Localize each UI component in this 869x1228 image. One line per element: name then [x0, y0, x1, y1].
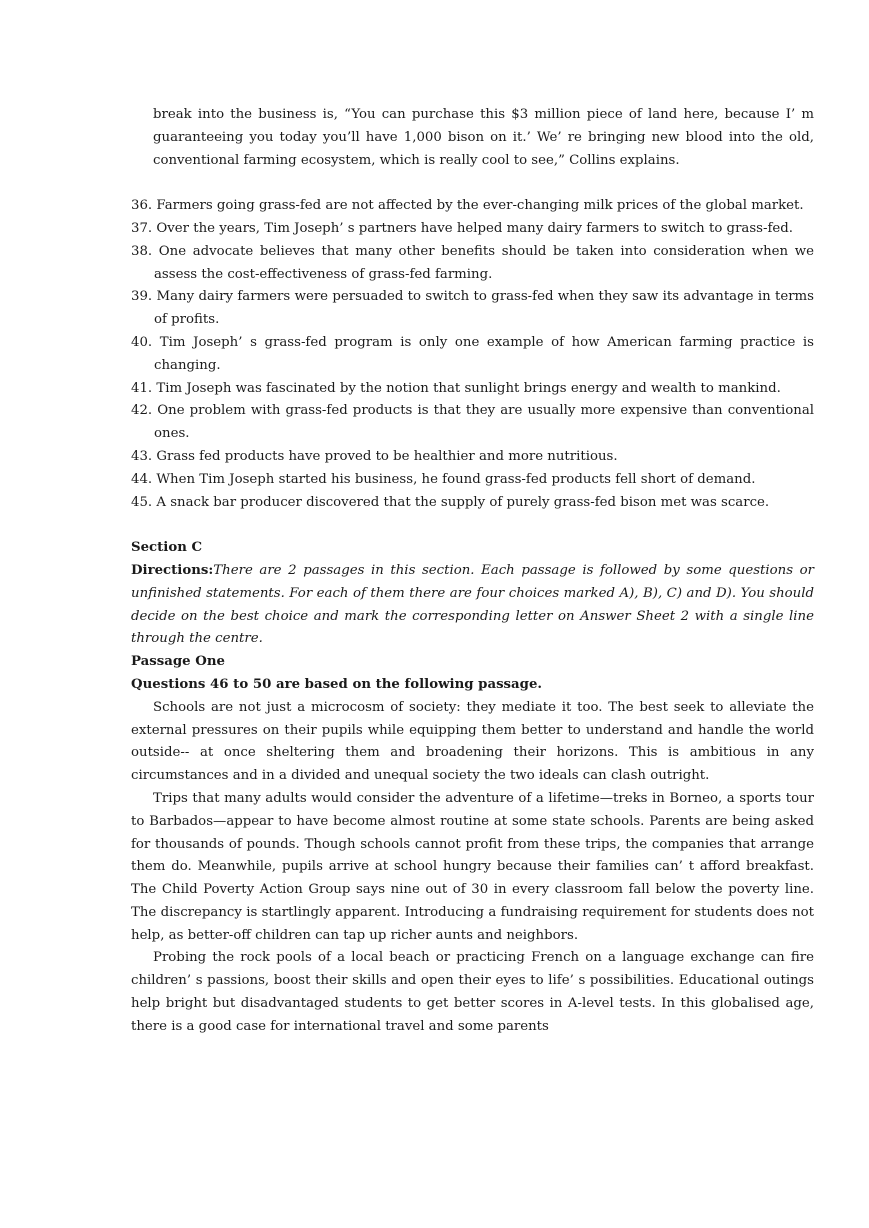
- statement-item: [131, 218, 814, 241]
- statement-number: 38.: [131, 243, 153, 259]
- section-title: Section C: [131, 540, 203, 556]
- statement-number: 43.: [131, 448, 153, 464]
- statement-number: 40.: [131, 334, 153, 350]
- statement-text: When Tim Joseph started his business, he found grass-fed products fell short of demand.: [156, 471, 756, 487]
- statement-item: [131, 492, 814, 515]
- statement-number: 36.: [131, 198, 153, 214]
- document-page: [131, 104, 814, 1039]
- statement-item: [131, 446, 814, 469]
- directions-text: There are 2 passages in this section. Each passage is followed by some questions or unfinished statements. For each of them there are four choices marked A), B), C) and D). You should decide on the best choice and mark the corresponding letter on Answer Sheet 2 with a single line through the centre.: [131, 562, 814, 647]
- passage-title: Passage One: [131, 654, 225, 670]
- statement-text: A snack bar producer discovered that the supply of purely grass-fed bison met was scarce.: [156, 494, 770, 510]
- statement-text: Farmers going grass-fed are not affected by the ever-changing milk prices of the global market.: [156, 198, 804, 214]
- statement-text: Many dairy farmers were persuaded to switch to grass-fed when they saw its advantage in terms of profits.: [154, 289, 814, 328]
- statement-item: [131, 286, 814, 332]
- statement-item: [131, 241, 814, 287]
- passage-paragraph: Schools are not just a microcosm of society: they mediate it too. The best seek to alleviate the external pressures on their pupils while equipping them better to understand and handle the world outside-- at once sheltering them and broadening their horizons. This is ambitious in any circumstances and in a divided and unequal society the two ideals can clash outright.: [131, 699, 814, 784]
- statement-item: [131, 400, 814, 446]
- statement-text: One problem with grass-fed products is that they are usually more expensive than conventional ones.: [154, 403, 814, 442]
- statement-item: [131, 332, 814, 378]
- statement-text: Over the years, Tim Joseph’ s partners have helped many dairy farmers to switch to grass-fed.: [156, 220, 794, 236]
- statement-item: [131, 469, 814, 492]
- statement-item: [131, 378, 814, 401]
- statement-text: Tim Joseph was fascinated by the notion that sunlight brings energy and wealth to mankind.: [156, 380, 781, 396]
- statement-number: 37.: [131, 220, 153, 236]
- statement-list: [131, 195, 814, 514]
- passage-paragraph: Trips that many adults would consider the adventure of a lifetime—treks in Borneo, a sports tour to Barbados—appear to have become almost routine at some state schools. Parents are being asked for thousands of pounds. Though schools cannot profit from these trips, the companies that arrange them do. Meanwhile, pupils arrive at school hungry because their families can’ t afford breakfast. The Child Poverty Action Group says nine out of 30 in every classroom fall below the poverty line. The discrepancy is startlingly apparent. Introducing a fundraising requirement for students does not help, as better-off children can tap up richer aunts and neighbors.: [131, 790, 814, 943]
- directions-label: Directions:: [131, 562, 214, 578]
- statement-text: Tim Joseph’ s grass-fed program is only one example of how American farming practice is changing.: [154, 334, 815, 373]
- spacer: [131, 172, 814, 195]
- statement-number: 45.: [131, 494, 153, 510]
- statement-text: Grass fed products have proved to be healthier and more nutritious.: [156, 448, 618, 464]
- statement-number: 44.: [131, 471, 153, 487]
- intro-paragraph: break into the business is, “You can purchase this $3 million piece of land here, because I’ m guaranteeing you today you’ll have 1,000 bison on it.’ We’ re bringing new blood into the old, conventional farming ecosystem, which is really cool to see,” Collins explains.: [153, 107, 814, 168]
- directions: [131, 560, 814, 651]
- statement-number: 42.: [131, 403, 153, 419]
- passage-paragraph: Probing the rock pools of a local beach or practicing French on a language exchange can fire children’ s passions, boost their skills and open their eyes to life’ s possibilities. Educational outings help bright but disadvantaged students to get better scores in A-level tests. In this globalised age, there is a good case for international travel and some parents: [131, 950, 814, 1034]
- passage-subtitle: Questions 46 to 50 are based on the following passage.: [131, 676, 543, 692]
- spacer: [131, 514, 814, 537]
- statement-number: 41.: [131, 380, 153, 396]
- statement-text: One advocate believes that many other benefits should be taken into consideration when we assess the cost-effectiveness of grass-fed farming.: [154, 243, 814, 282]
- statement-number: 39.: [131, 289, 153, 305]
- statement-item: [131, 195, 814, 218]
